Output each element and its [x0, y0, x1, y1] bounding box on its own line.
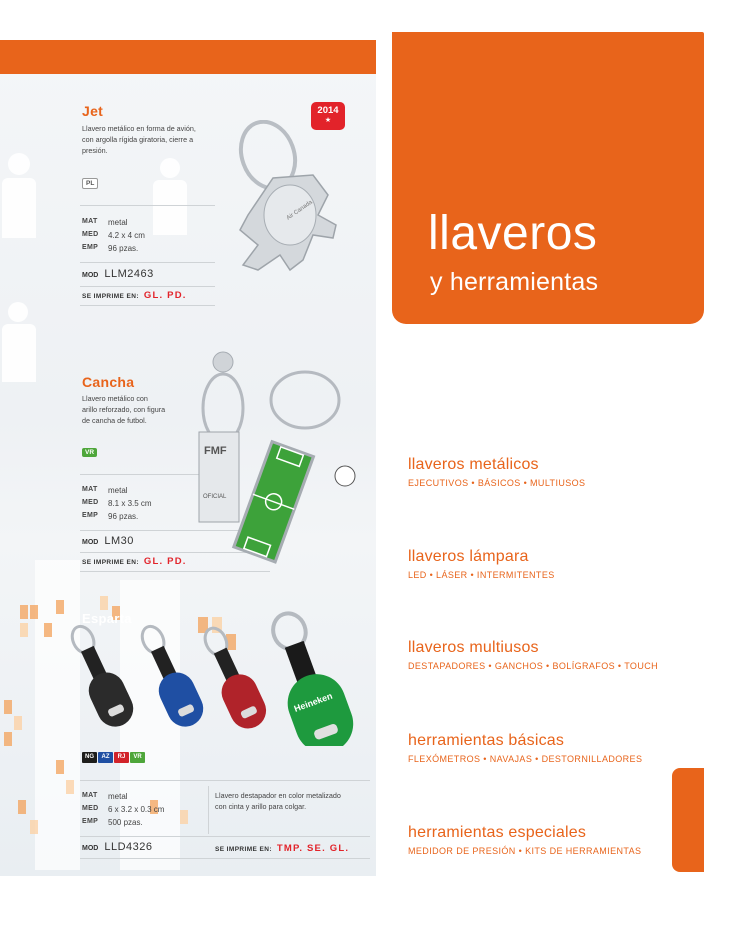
background-figure-head [8, 153, 30, 175]
section-title: llaveros [428, 207, 598, 260]
background-figure-head [8, 302, 28, 322]
divider-vertical [208, 786, 209, 834]
divider [80, 305, 215, 306]
category-title: herramientas básicas [408, 732, 565, 749]
svg-text:Heineken: Heineken [292, 690, 334, 714]
background-window [66, 780, 74, 794]
svg-text:FMF: FMF [204, 445, 227, 457]
category-subtitle: EJECUTIVOS • BÁSICOS • MULTIUSOS [408, 478, 586, 488]
model-number: LLD4326 [104, 841, 153, 853]
background-window [30, 605, 38, 619]
svg-text:Air Canada: Air Canada [285, 199, 314, 222]
divider [80, 205, 215, 206]
print-method-row: SE IMPRIME EN: GL. PD. [82, 290, 187, 301]
divider [80, 571, 270, 572]
model-row: MOD LLD4326 [82, 841, 153, 853]
print-method-row: SE IMPRIME EN: GL. PD. [82, 556, 187, 567]
color-chip-red: RJ [114, 752, 129, 763]
category-llaveros-metalicos[interactable] [408, 456, 585, 488]
spec-row: EMP 96 pzas. [82, 244, 139, 253]
spec-row: EMP 500 pzas. [82, 818, 143, 827]
background-figure-head [160, 158, 180, 178]
product-title: Esparta [82, 611, 132, 626]
category-herramientas-especiales[interactable] [408, 824, 641, 856]
background-window [56, 760, 64, 774]
background-window [18, 800, 26, 814]
bottle-opener-keychains-image [60, 606, 370, 746]
category-subtitle: LED • LÁSER • INTERMITENTES [408, 570, 555, 580]
svg-text:OFICIAL: OFICIAL [203, 494, 227, 500]
model-row: MOD LLM2463 [82, 268, 154, 280]
category-subtitle: MEDIDOR DE PRESIÓN • KITS DE HERRAMIENTAS [408, 846, 642, 856]
airplane-keychain-image [218, 120, 348, 300]
divider [80, 858, 370, 859]
header-bar-tab [342, 40, 376, 74]
category-subtitle: DESTAPADORES • GANCHOS • BOLÍGRAFOS • TOUCH [408, 661, 659, 671]
divider [80, 780, 370, 781]
background-window [30, 820, 38, 834]
model-row: MOD LM30 [82, 535, 134, 547]
model-number: LLM2463 [104, 268, 154, 280]
divider [80, 836, 370, 837]
category-title: llaveros lámpara [408, 548, 529, 565]
category-herramientas-basicas[interactable] [408, 732, 642, 764]
product-description: Llavero destapador en color metalizado con cinta y arillo para colgar. [215, 791, 341, 811]
print-method-row: SE IMPRIME EN: TMP. SE. GL. [215, 843, 350, 854]
color-options [82, 752, 146, 763]
spec-row: MED 8.1 x 3.5 cm [82, 499, 152, 508]
spec-row: MAT metal [82, 218, 128, 227]
background-figure-body [2, 324, 36, 382]
category-title: llaveros metálicos [408, 456, 539, 473]
spec-row: MAT metal [82, 486, 128, 495]
background-window [4, 700, 12, 714]
category-title: llaveros multiusos [408, 639, 539, 656]
spec-row: MED 4.2 x 4 cm [82, 231, 145, 240]
spec-row: MED 6 x 3.2 x 0.3 cm [82, 805, 165, 814]
color-chip-black: NG [82, 752, 97, 763]
header-bar [0, 40, 376, 74]
product-title: Cancha [82, 374, 135, 390]
product-description: Llavero metálico con arillo reforzado, con figura de cancha de futbol. [82, 394, 166, 425]
category-llaveros-multiusos[interactable] [408, 639, 658, 671]
background-window [180, 810, 188, 824]
background-window [14, 716, 22, 730]
star-icon: ★ [324, 117, 332, 124]
color-chip-green: VR [130, 752, 145, 763]
category-llaveros-lampara[interactable] [408, 548, 555, 580]
category-title: herramientas especiales [408, 824, 587, 841]
spec-row: EMP 96 pzas. [82, 512, 139, 521]
color-code-badge: VR [82, 448, 97, 457]
product-title: Jet [82, 103, 104, 119]
background-window [20, 623, 28, 637]
soccer-keychain-image [195, 348, 365, 568]
spec-row: MAT metal [82, 792, 128, 801]
background-window [20, 605, 28, 619]
section-subtitle: y herramientas [430, 268, 599, 296]
divider [80, 262, 215, 263]
product-code-badge: PL [82, 178, 98, 189]
background-window [44, 623, 52, 637]
color-chip-blue: AZ [98, 752, 113, 763]
category-subtitle: FLEXÓMETROS • NAVAJAS • DESTORNILLADORES [408, 754, 643, 764]
model-number: LM30 [104, 535, 134, 547]
background-window [4, 732, 12, 746]
year-badge: 2014 ★ [311, 102, 345, 130]
background-figure-body [153, 180, 187, 235]
product-description: Llavero metálico en forma de avión, con argolla rígida giratoria, cierre a presión. [82, 124, 196, 155]
divider [80, 286, 215, 287]
background-figure-body [2, 178, 36, 238]
section-side-tab [672, 768, 704, 872]
